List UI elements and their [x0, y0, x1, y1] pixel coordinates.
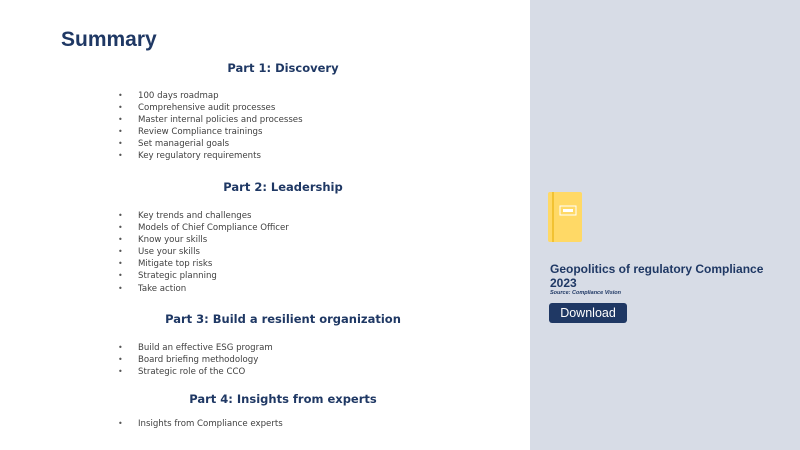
part-3-heading: Part 3: Build a resilient organization	[165, 312, 401, 326]
book-icon[interactable]	[548, 192, 582, 242]
resource-source: Source: Compliance Vision	[550, 290, 622, 296]
list-item: • Mitigate top risks	[118, 258, 289, 270]
part-1-heading: Part 1: Discovery	[227, 61, 339, 75]
list-item: • Models of Chief Compliance Officer	[118, 222, 289, 234]
list-item: • Master internal policies and processes	[118, 114, 303, 126]
part-3-list	[118, 342, 273, 378]
list-item: • Key regulatory requirements	[118, 150, 303, 162]
list-item: • Build an effective ESG program	[118, 342, 273, 354]
list-item: • Key trends and challenges	[118, 210, 289, 222]
list-item: • Strategic role of the CCO	[118, 366, 273, 378]
part-4-heading: Part 4: Insights from experts	[189, 392, 377, 406]
part-2-list	[118, 210, 289, 295]
list-item: • Review Compliance trainings	[118, 126, 303, 138]
part-1-list	[118, 90, 303, 163]
part-2-heading: Part 2: Leadership	[223, 180, 343, 194]
list-item: • Use your skills	[118, 246, 289, 258]
resource-title: Geopolitics of regulatory Compliance 2023	[550, 262, 764, 290]
download-button[interactable]: Download	[549, 303, 627, 323]
list-item: • Board briefing methodology	[118, 354, 273, 366]
page-title: Summary	[61, 28, 157, 51]
list-item: • Strategic planning	[118, 270, 289, 282]
list-item: • Set managerial goals	[118, 138, 303, 150]
list-item: • Comprehensive audit processes	[118, 102, 303, 114]
part-4-list	[118, 418, 283, 430]
list-item: • 100 days roadmap	[118, 90, 303, 102]
list-item: • Know your skills	[118, 234, 289, 246]
list-item: • Insights from Compliance experts	[118, 418, 283, 430]
list-item: • Take action	[118, 283, 289, 295]
